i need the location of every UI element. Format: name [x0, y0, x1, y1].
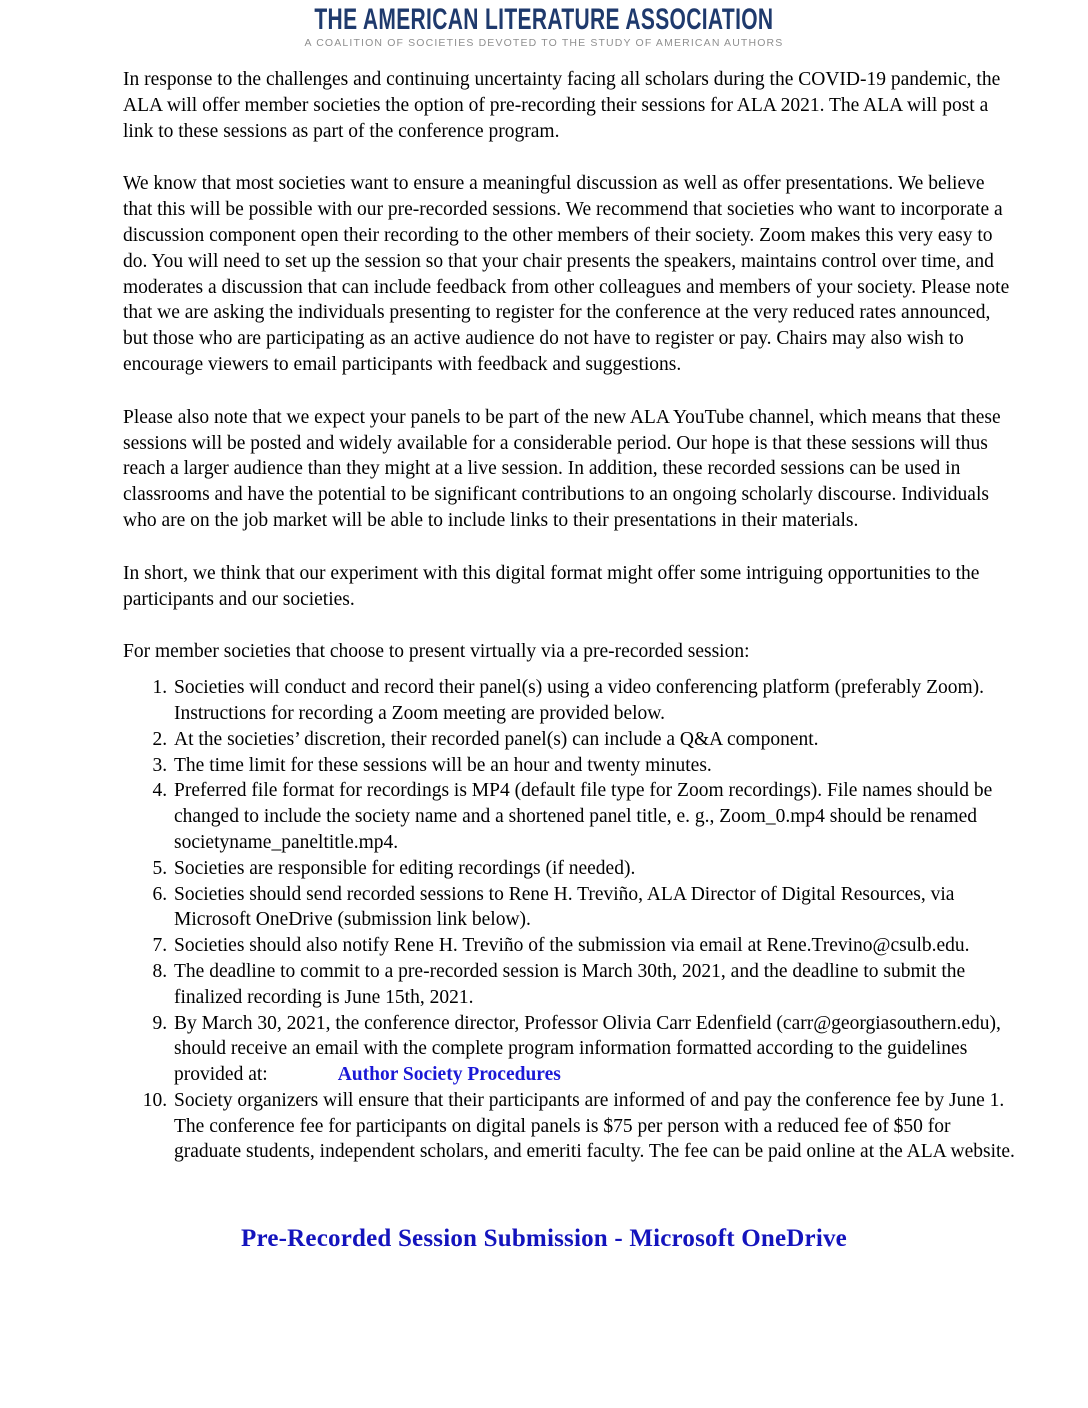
list-item-1	[172, 675, 1016, 727]
list-item-6	[172, 882, 1016, 934]
onedrive-submission-link[interactable]: Pre-Recorded Session Submission - Microsoft OneDrive	[241, 1225, 847, 1253]
org-title: THE AMERICAN LITERATURE ASSOCIATION	[314, 3, 774, 36]
list-item-9	[172, 1011, 1016, 1088]
org-subtitle: A COALITION OF SOCIETIES DEVOTED TO THE STUDY OF AMERICAN AUTHORS	[304, 37, 784, 49]
list-item-3	[172, 753, 1016, 779]
document-footer	[0, 1225, 1088, 1253]
paragraph-youtube: Please also note that we expect your panels to be part of the new ALA YouTube channel, which means that these sessions will be posted and widely available for a considerable period. Our hope is that these sessions will thus reach a larger audience than they might at a live session. In addition, these recorded sessions can be used in classrooms and have the potential to be significant contributions to an ongoing scholarly discourse. Individuals who are on the job market will be able to include links to their presentations in their materials.	[123, 406, 1001, 531]
list-item-2	[172, 727, 1016, 753]
document-body	[123, 67, 1016, 1165]
list-intro: For member societies that choose to present virtually via a pre-recorded session:	[123, 641, 750, 663]
paragraph-discussion: We know that most societies want to ensure a meaningful discussion as well as offer presentations. We believe that this will be possible with our pre-recorded sessions. We recommend that societies who want to incorporate a discussion component open their recording to the other members of their society. Zoom makes this very easy to do. You will need to set up the session so that your chair presents the speakers, maintains control over time, and moderates a discussion that can include feedback from other colleagues and members of your society. Please note that we are asking the individuals presenting to register for the conference at the very reduced rates announced, but those who are participating as an active audience do not have to register or pay. Chairs may also wish to encourage viewers to email participants with feedback and suggestions.	[123, 173, 1010, 375]
list-item-4-text: Preferred file format for recordings is MP4 (default file type for Zoom recordings). File names should be changed to include the society name and a shortened panel title, e. g., Zoom_0.mp4 should be renamed societyname_paneltitle.mp4.	[174, 780, 993, 853]
list-item-7	[172, 933, 1016, 959]
list-item-7-text: Societies should also notify Rene H. Treviño of the submission via email at Rene.Trevino@csulb.edu.	[174, 935, 970, 957]
list-item-1-text: Societies will conduct and record their panel(s) using a video conferencing platform (preferably Zoom). Instructions for recording a Zoom meeting are provided below.	[174, 677, 985, 724]
paragraph-summary: In short, we think that our experiment with this digital format might offer some intriguing opportunities to the participants and our societies.	[123, 562, 980, 610]
list-item-6-text: Societies should send recorded sessions to Rene H. Treviño, ALA Director of Digital Resources, via Microsoft OneDrive (submission link below).	[174, 883, 955, 931]
list-item-2-text: At the societies’ discretion, their recorded panel(s) can include a Q&A component.	[174, 728, 819, 750]
list-item-3-text: The time limit for these sessions will be an hour and twenty minutes.	[174, 754, 712, 776]
paragraph-covid-intro: In response to the challenges and continuing uncertainty facing all scholars during the COVID-19 pandemic, the ALA will offer member societies the option of pre-recording their sessions for ALA 2021. The ALA will post a link to these sessions as part of the conference program.	[123, 69, 1001, 142]
list-item-10	[172, 1088, 1016, 1165]
procedures-list	[123, 675, 1016, 1165]
list-item-5-text: Societies are responsible for editing recordings (if needed).	[174, 857, 636, 879]
list-item-5	[172, 856, 1016, 882]
list-item-4	[172, 778, 1016, 855]
list-item-9-text: By March 30, 2021, the conference director, Professor Olivia Carr Edenfield (carr@georgiasouthern.edu), should receive an email with the complete program information formatted according to the guidelines provided at:	[174, 1012, 1001, 1086]
author-society-procedures-link[interactable]: Author Society Procedures	[337, 1064, 561, 1086]
list-item-8-text: The deadline to commit to a pre-recorded session is March 30th, 2021, and the deadline to submit the finalized recording is June 15th, 2021.	[174, 960, 966, 1008]
list-item-8	[172, 959, 1016, 1011]
list-item-10-text: Society organizers will ensure that their participants are informed of and pay the conference fee by June 1. The conference fee for participants on digital panels is $75 per person with a reduced fee of $50 for graduate students, independent scholars, and emeriti faculty. The fee can be paid online at the ALA website.	[174, 1089, 1015, 1163]
letterhead	[0, 0, 1088, 49]
